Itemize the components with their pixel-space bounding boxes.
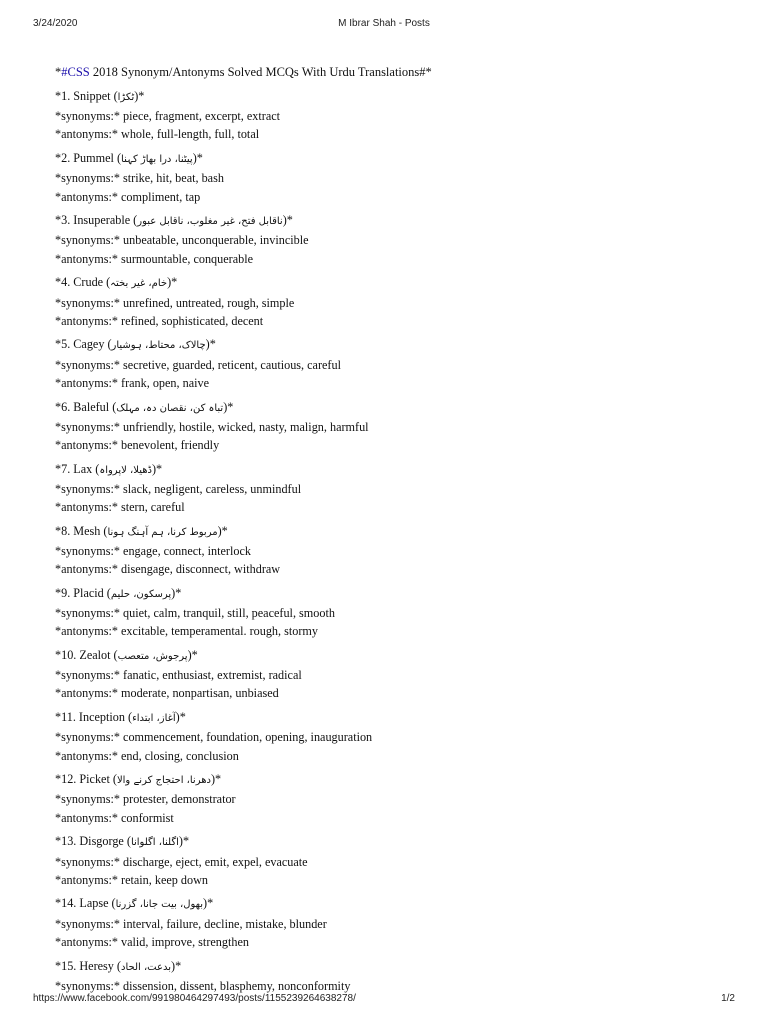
antonyms-line: *antonyms:* valid, improve, strengthen — [55, 934, 249, 949]
urdu-translation: بدعت، الحاد — [121, 961, 172, 973]
synonyms-line: *synonyms:* unrefined, untreated, rough, simple — [55, 295, 295, 310]
word-heading — [55, 335, 725, 355]
page-header — [0, 18, 768, 32]
entry-list — [55, 87, 725, 995]
word-heading-close: )* — [203, 896, 214, 911]
antonyms-line: *antonyms:* benevolent, friendly — [55, 437, 220, 452]
list-item — [55, 894, 725, 951]
word-heading-close: )* — [282, 213, 293, 228]
urdu-translation: ناقابل فتح، غیر مغلوب، ناقابل عبور — [137, 216, 283, 228]
antonyms-line: *antonyms:* retain, keep down — [55, 872, 208, 887]
list-item — [55, 87, 725, 144]
urdu-translation: تباہ کن، نقصان دہ، مہلک — [116, 402, 224, 414]
list-item — [55, 584, 725, 641]
word-heading — [55, 957, 725, 977]
list-item — [55, 149, 725, 206]
urdu-translation: پرجوش، متعصب — [117, 650, 188, 662]
word-number-term: *3. Insuperable ( — [55, 213, 138, 228]
word-number-term: *14. Lapse ( — [55, 896, 116, 911]
urdu-translation: بھول، بیت جانا، گزرنا — [115, 899, 204, 911]
synonyms-line: *synonyms:* dissension, dissent, blasphemy, nonconformity — [55, 978, 351, 993]
word-heading — [55, 87, 725, 107]
word-heading-close: )* — [151, 461, 163, 476]
word-heading-close: )* — [223, 399, 234, 414]
word-number-term: *11. Inception ( — [55, 710, 133, 725]
urdu-translation: پرسکون، حلیم — [110, 588, 172, 600]
list-item — [55, 335, 725, 392]
word-heading-close: )* — [178, 834, 190, 849]
word-heading — [55, 398, 725, 418]
word-heading — [55, 708, 725, 728]
list-item — [55, 708, 725, 765]
synonyms-line: *synonyms:* interval, failure, decline, mistake, blunder — [55, 916, 327, 931]
list-item — [55, 770, 725, 827]
synonyms-line: *synonyms:* piece, fragment, excerpt, extract — [55, 109, 281, 124]
word-number-term: *1. Snippet ( — [55, 89, 118, 103]
synonyms-line: *synonyms:* strike, hit, beat, bash — [55, 171, 224, 186]
antonyms-line: *antonyms:* disengage, disconnect, withdraw — [55, 562, 281, 577]
word-number-term: *13. Disgorge ( — [55, 834, 131, 849]
source-url[interactable]: https://www.facebook.com/991980464297493/posts/1155239264638278/ — [33, 993, 356, 1004]
title-text: 2018 Synonym/Antonyms Solved MCQs With Urdu Translations#* — [89, 65, 432, 79]
word-heading-close: )* — [134, 89, 145, 103]
word-heading — [55, 211, 725, 231]
urdu-translation: ٹکڑا — [117, 92, 135, 103]
synonyms-line: *synonyms:* discharge, eject, emit, expel, evacuate — [55, 854, 308, 869]
word-heading-close: )* — [210, 772, 222, 787]
antonyms-line: *antonyms:* excitable, temperamental. rough, stormy — [55, 624, 318, 639]
word-heading — [55, 522, 725, 542]
word-heading — [55, 149, 725, 169]
list-item — [55, 273, 725, 330]
urdu-translation: ڈھیلا، لاپرواہ — [99, 464, 152, 476]
synonyms-line: *synonyms:* fanatic, enthusiast, extremist, radical — [55, 668, 302, 683]
word-heading-close: )* — [205, 337, 216, 352]
urdu-translation: مربوط کرنا، ہم آہنگ ہونا — [107, 526, 218, 538]
list-item — [55, 460, 725, 517]
word-number-term: *7. Lax ( — [55, 461, 100, 476]
urdu-translation: اگلنا، اگلوانا — [130, 837, 179, 849]
list-item — [55, 832, 725, 889]
urdu-translation: پیٹنا، درا بھاڑ کہنا — [121, 154, 193, 166]
word-heading — [55, 584, 725, 604]
antonyms-line: *antonyms:* conformist — [55, 810, 174, 825]
word-number-term: *10. Zealot ( — [55, 647, 118, 662]
word-heading-close: )* — [171, 585, 182, 600]
antonyms-line: *antonyms:* compliment, tap — [55, 189, 201, 204]
word-heading-close: )* — [175, 710, 186, 725]
synonyms-line: *synonyms:* commencement, foundation, opening, inauguration — [55, 730, 373, 745]
word-number-term: *6. Baleful ( — [55, 399, 117, 414]
page-number: 1/2 — [721, 993, 735, 1004]
word-heading-close: )* — [192, 151, 203, 166]
synonyms-line: *synonyms:* quiet, calm, tranquil, still, peaceful, smooth — [55, 606, 335, 621]
word-heading-close: )* — [217, 523, 228, 538]
list-item — [55, 646, 725, 703]
urdu-translation: چالاک، محتاط، ہوشیار — [111, 340, 206, 352]
list-item — [55, 398, 725, 455]
synonyms-line: *synonyms:* engage, connect, interlock — [55, 543, 251, 558]
antonyms-line: *antonyms:* stern, careful — [55, 500, 185, 515]
antonyms-line: *antonyms:* end, closing, conclusion — [55, 748, 239, 763]
word-heading — [55, 460, 725, 480]
synonyms-line: *synonyms:* unbeatable, unconquerable, invincible — [55, 233, 309, 248]
title-prefix: * — [55, 65, 62, 79]
word-heading-close: )* — [171, 958, 182, 973]
print-date: 3/24/2020 — [33, 18, 78, 29]
urdu-translation: آغاز، ابتداء — [132, 713, 176, 725]
word-number-term: *5. Cagey ( — [55, 337, 112, 352]
word-heading-close: )* — [187, 647, 198, 662]
word-number-term: *2. Pummel ( — [55, 151, 122, 166]
antonyms-line: *antonyms:* refined, sophisticated, decent — [55, 313, 264, 328]
antonyms-line: *antonyms:* moderate, nonpartisan, unbiased — [55, 686, 279, 701]
word-heading-close: )* — [167, 275, 178, 290]
word-number-term: *9. Placid ( — [55, 585, 111, 600]
antonyms-line: *antonyms:* surmountable, conquerable — [55, 251, 253, 266]
list-item — [55, 522, 725, 579]
word-number-term: *15. Heresy ( — [55, 958, 121, 973]
word-heading — [55, 770, 725, 790]
word-heading — [55, 646, 725, 666]
synonyms-line: *synonyms:* unfriendly, hostile, wicked, nasty, malign, harmful — [55, 419, 369, 434]
urdu-translation: خام، غیر بختہ — [110, 278, 168, 290]
synonyms-line: *synonyms:* slack, negligent, careless, unmindful — [55, 481, 302, 496]
synonyms-line: *synonyms:* secretive, guarded, reticent, cautious, careful — [55, 357, 341, 372]
word-heading — [55, 832, 725, 852]
word-number-term: *4. Crude ( — [55, 275, 111, 290]
hashtag-link[interactable]: #CSS — [61, 65, 90, 79]
word-number-term: *8. Mesh ( — [55, 523, 108, 538]
urdu-translation: دھرنا، احتجاج کرنے والا — [116, 775, 211, 787]
word-number-term: *12. Picket ( — [55, 772, 117, 787]
post-content — [55, 63, 725, 1000]
antonyms-line: *antonyms:* frank, open, naive — [55, 375, 209, 390]
word-heading — [55, 273, 725, 293]
list-item — [55, 211, 725, 268]
antonyms-line: *antonyms:* whole, full-length, full, total — [55, 127, 260, 142]
word-heading — [55, 894, 725, 914]
print-title: M Ibrar Shah - Posts — [338, 18, 430, 29]
list-item — [55, 957, 725, 995]
synonyms-line: *synonyms:* protester, demonstrator — [55, 792, 236, 807]
post-title — [55, 63, 725, 81]
